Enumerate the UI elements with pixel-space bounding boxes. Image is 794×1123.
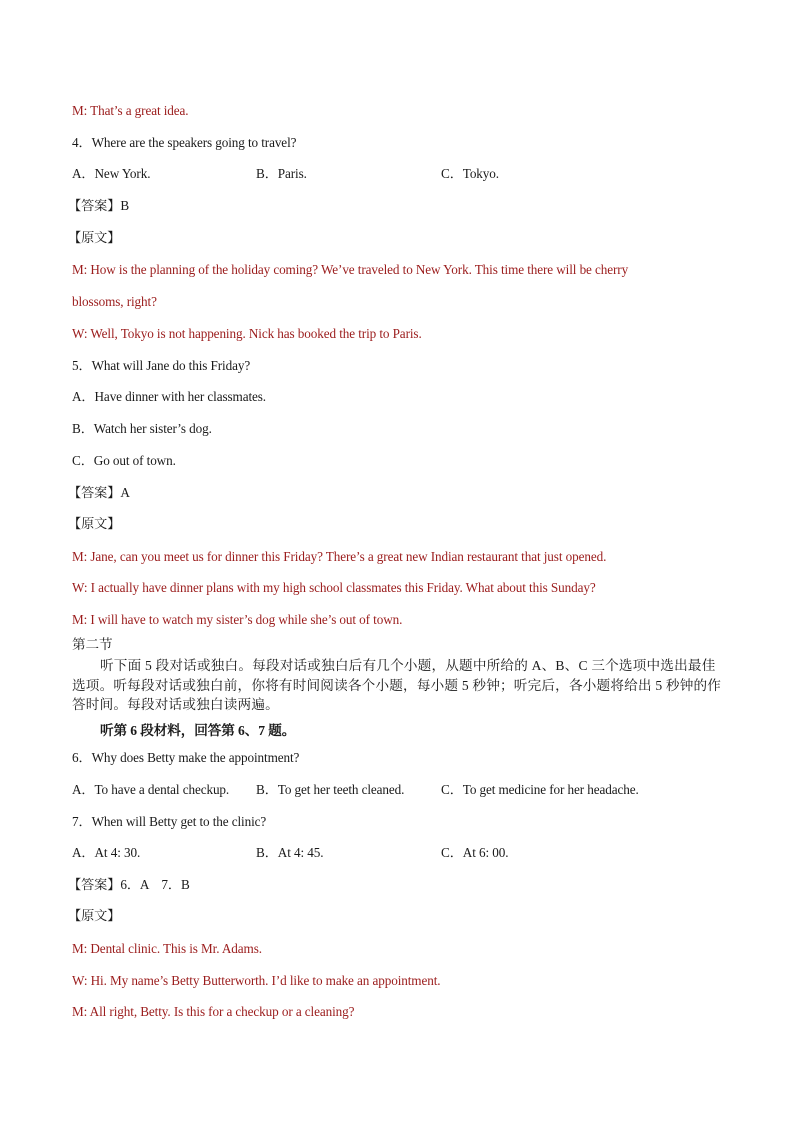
question-5: 5．What will Jane do this Friday?: [72, 358, 251, 373]
option-b: B．To get her teeth cleaned.: [256, 782, 405, 797]
option-c: C．To get medicine for her headache.: [441, 782, 639, 797]
question-4: 4．Where are the speakers going to travel?: [72, 135, 297, 150]
question-4-options: [72, 165, 732, 183]
transcript-line: blossoms, right?: [72, 294, 157, 309]
option-a: A．At 4: 30.: [72, 845, 141, 860]
answer-label: 【答案】6．A 7．B: [68, 877, 190, 892]
transcript-line: W: I actually have dinner plans with my high school classmates this Friday. What about this Sunday?: [72, 580, 596, 595]
transcript-line: M: I will have to watch my sister’s dog while she’s out of town.: [72, 612, 403, 627]
transcript-line: M: That’s a great idea.: [72, 103, 189, 118]
option-c: C．Tokyo.: [441, 166, 499, 181]
section-heading: 第二节: [72, 637, 113, 652]
original-text-label: 【原文】: [68, 516, 121, 531]
transcript-line: M: How is the planning of the holiday coming? We’ve traveled to New York. This time there will be cherry: [72, 262, 629, 277]
question-7: 7．When will Betty get to the clinic?: [72, 814, 267, 829]
option-a: A．To have a dental checkup.: [72, 782, 230, 797]
answer-label: 【答案】A: [68, 485, 130, 500]
option-b: B．Watch her sister’s dog.: [72, 421, 212, 436]
transcript-line: M: Dental clinic. This is Mr. Adams.: [72, 941, 262, 956]
question-6-options: [72, 781, 732, 799]
option-b: B．Paris.: [256, 166, 307, 181]
section-instructions: 听下面 5 段对话或独白。每段对话或独白后有几个小题，从题中所给的 A、B、C 三个选项中选出最佳选项。听每段对话或独白前，你将有时间阅读各个小题，每小题 5 秒钟；听完后，各小题将给出 5 秒钟的作答时间。每段对话或独白读两遍。: [72, 658, 722, 712]
option-a: A．Have dinner with her classmates.: [72, 389, 266, 404]
transcript-line: W: Hi. My name’s Betty Butterworth. I’d like to make an appointment.: [72, 973, 441, 988]
material-heading: 听第 6 段材料，回答第 6、7 题。: [100, 723, 296, 738]
transcript-line: M: All right, Betty. Is this for a checkup or a cleaning?: [72, 1004, 355, 1019]
question-6: 6．Why does Betty make the appointment?: [72, 750, 300, 765]
transcript-line: M: Jane, can you meet us for dinner this Friday? There’s a great new Indian restaurant that just opened.: [72, 549, 607, 564]
option-c: C．Go out of town.: [72, 453, 176, 468]
answer-label: 【答案】B: [68, 198, 130, 213]
option-b: B．At 4: 45.: [256, 845, 324, 860]
original-text-label: 【原文】: [68, 908, 121, 923]
transcript-line: W: Well, Tokyo is not happening. Nick has booked the trip to Paris.: [72, 326, 422, 341]
original-text-label: 【原文】: [68, 230, 121, 245]
option-a: A．New York.: [72, 166, 151, 181]
option-c: C．At 6: 00.: [441, 845, 509, 860]
question-7-options: [72, 844, 732, 862]
